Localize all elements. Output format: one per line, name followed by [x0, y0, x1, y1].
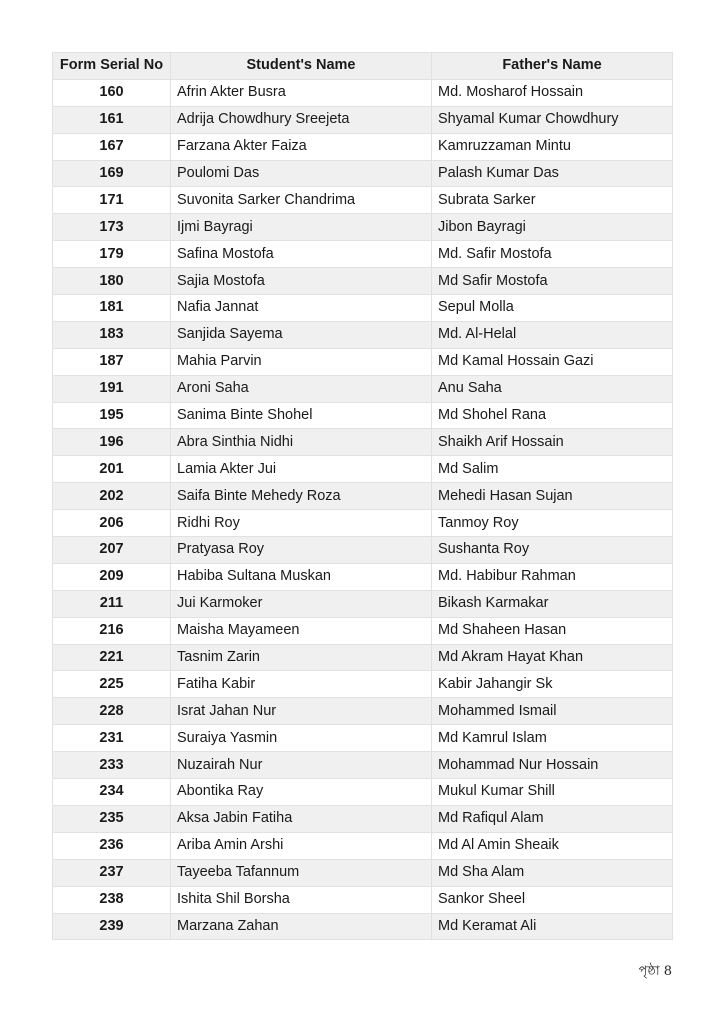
- student-name-cell: Ijmi Bayragi: [171, 214, 432, 241]
- student-name-cell: Nafia Jannat: [171, 295, 432, 322]
- form-serial-cell: 225: [53, 671, 171, 698]
- student-roster-table: [52, 52, 673, 940]
- table-row: [53, 187, 673, 214]
- form-serial-cell: 233: [53, 752, 171, 779]
- student-name-cell: Ariba Amin Arshi: [171, 832, 432, 859]
- father-name-cell: Md Akram Hayat Khan: [432, 644, 673, 671]
- form-serial-cell: 202: [53, 483, 171, 510]
- table-row: [53, 617, 673, 644]
- table-row: [53, 913, 673, 940]
- student-name-cell: Lamia Akter Jui: [171, 456, 432, 483]
- father-name-cell: Jibon Bayragi: [432, 214, 673, 241]
- form-serial-cell: 195: [53, 402, 171, 429]
- student-name-cell: Sanima Binte Shohel: [171, 402, 432, 429]
- table-row: [53, 79, 673, 106]
- form-serial-cell: 206: [53, 510, 171, 537]
- table-row: [53, 106, 673, 133]
- father-name-cell: Shaikh Arif Hossain: [432, 429, 673, 456]
- father-name-cell: Sankor Sheel: [432, 886, 673, 913]
- form-serial-cell: 173: [53, 214, 171, 241]
- table-row: [53, 725, 673, 752]
- form-serial-cell: 183: [53, 321, 171, 348]
- form-serial-cell: 221: [53, 644, 171, 671]
- page-number: পৃষ্ঠা 8: [638, 964, 672, 979]
- table-row: [53, 644, 673, 671]
- student-name-cell: Pratyasa Roy: [171, 537, 432, 564]
- father-name-cell: Md. Safir Mostofa: [432, 241, 673, 268]
- student-name-cell: Poulomi Das: [171, 160, 432, 187]
- student-name-cell: Aksa Jabin Fatiha: [171, 805, 432, 832]
- father-name-cell: Tanmoy Roy: [432, 510, 673, 537]
- student-name-cell: Abra Sinthia Nidhi: [171, 429, 432, 456]
- student-name-cell: Farzana Akter Faiza: [171, 133, 432, 160]
- table-row: [53, 133, 673, 160]
- father-name-cell: Md. Habibur Rahman: [432, 563, 673, 590]
- student-name-cell: Mahia Parvin: [171, 348, 432, 375]
- header-form-serial-no: Form Serial No: [53, 53, 171, 80]
- header-father-name: Father's Name: [432, 53, 673, 80]
- form-serial-cell: 239: [53, 913, 171, 940]
- student-name-cell: Maisha Mayameen: [171, 617, 432, 644]
- form-serial-cell: 234: [53, 779, 171, 806]
- father-name-cell: Mohammed Ismail: [432, 698, 673, 725]
- table-header-row: [53, 53, 673, 80]
- form-serial-cell: 201: [53, 456, 171, 483]
- table-row: [53, 295, 673, 322]
- form-serial-cell: 207: [53, 537, 171, 564]
- table-row: [53, 375, 673, 402]
- table-row: [53, 241, 673, 268]
- father-name-cell: Shyamal Kumar Chowdhury: [432, 106, 673, 133]
- form-serial-cell: 231: [53, 725, 171, 752]
- form-serial-cell: 180: [53, 268, 171, 295]
- table-row: [53, 563, 673, 590]
- table-row: [53, 779, 673, 806]
- form-serial-cell: 169: [53, 160, 171, 187]
- form-serial-cell: 228: [53, 698, 171, 725]
- father-name-cell: Md Al Amin Sheaik: [432, 832, 673, 859]
- table-body: [53, 79, 673, 940]
- father-name-cell: Md. Al-Helal: [432, 321, 673, 348]
- father-name-cell: Md Safir Mostofa: [432, 268, 673, 295]
- father-name-cell: Mukul Kumar Shill: [432, 779, 673, 806]
- table-row: [53, 402, 673, 429]
- form-serial-cell: 187: [53, 348, 171, 375]
- student-name-cell: Safina Mostofa: [171, 241, 432, 268]
- form-serial-cell: 167: [53, 133, 171, 160]
- table-row: [53, 214, 673, 241]
- student-name-cell: Tasnim Zarin: [171, 644, 432, 671]
- student-name-cell: Sanjida Sayema: [171, 321, 432, 348]
- table-row: [53, 537, 673, 564]
- father-name-cell: Palash Kumar Das: [432, 160, 673, 187]
- father-name-cell: Mehedi Hasan Sujan: [432, 483, 673, 510]
- table-row: [53, 859, 673, 886]
- table-row: [53, 698, 673, 725]
- father-name-cell: Md Shohel Rana: [432, 402, 673, 429]
- table-row: [53, 321, 673, 348]
- form-serial-cell: 209: [53, 563, 171, 590]
- form-serial-cell: 181: [53, 295, 171, 322]
- table-row: [53, 510, 673, 537]
- father-name-cell: Sepul Molla: [432, 295, 673, 322]
- father-name-cell: Md. Mosharof Hossain: [432, 79, 673, 106]
- form-serial-cell: 236: [53, 832, 171, 859]
- student-name-cell: Tayeeba Tafannum: [171, 859, 432, 886]
- father-name-cell: Mohammad Nur Hossain: [432, 752, 673, 779]
- father-name-cell: Md Kamrul Islam: [432, 725, 673, 752]
- form-serial-cell: 196: [53, 429, 171, 456]
- table-row: [53, 456, 673, 483]
- form-serial-cell: 237: [53, 859, 171, 886]
- student-name-cell: Abontika Ray: [171, 779, 432, 806]
- form-serial-cell: 179: [53, 241, 171, 268]
- student-name-cell: Suraiya Yasmin: [171, 725, 432, 752]
- form-serial-cell: 235: [53, 805, 171, 832]
- form-serial-cell: 238: [53, 886, 171, 913]
- father-name-cell: Md Keramat Ali: [432, 913, 673, 940]
- student-name-cell: Marzana Zahan: [171, 913, 432, 940]
- table-row: [53, 483, 673, 510]
- table-row: [53, 805, 673, 832]
- father-name-cell: Kamruzzaman Mintu: [432, 133, 673, 160]
- student-name-cell: Sajia Mostofa: [171, 268, 432, 295]
- father-name-cell: Md Sha Alam: [432, 859, 673, 886]
- father-name-cell: Md Rafiqul Alam: [432, 805, 673, 832]
- student-name-cell: Nuzairah Nur: [171, 752, 432, 779]
- student-name-cell: Jui Karmoker: [171, 590, 432, 617]
- student-name-cell: Ridhi Roy: [171, 510, 432, 537]
- table-row: [53, 752, 673, 779]
- father-name-cell: Subrata Sarker: [432, 187, 673, 214]
- form-serial-cell: 161: [53, 106, 171, 133]
- table-row: [53, 348, 673, 375]
- header-student-name: Student's Name: [171, 53, 432, 80]
- form-serial-cell: 171: [53, 187, 171, 214]
- student-name-cell: Israt Jahan Nur: [171, 698, 432, 725]
- table-row: [53, 671, 673, 698]
- father-name-cell: Sushanta Roy: [432, 537, 673, 564]
- father-name-cell: Md Kamal Hossain Gazi: [432, 348, 673, 375]
- form-serial-cell: 191: [53, 375, 171, 402]
- form-serial-cell: 211: [53, 590, 171, 617]
- table-row: [53, 429, 673, 456]
- table-row: [53, 268, 673, 295]
- student-name-cell: Saifa Binte Mehedy Roza: [171, 483, 432, 510]
- table-row: [53, 886, 673, 913]
- student-name-cell: Adrija Chowdhury Sreejeta: [171, 106, 432, 133]
- student-name-cell: Afrin Akter Busra: [171, 79, 432, 106]
- student-name-cell: Habiba Sultana Muskan: [171, 563, 432, 590]
- student-name-cell: Ishita Shil Borsha: [171, 886, 432, 913]
- form-serial-cell: 216: [53, 617, 171, 644]
- table-row: [53, 160, 673, 187]
- student-name-cell: Suvonita Sarker Chandrima: [171, 187, 432, 214]
- father-name-cell: Md Shaheen Hasan: [432, 617, 673, 644]
- table-row: [53, 590, 673, 617]
- student-name-cell: Aroni Saha: [171, 375, 432, 402]
- student-name-cell: Fatiha Kabir: [171, 671, 432, 698]
- father-name-cell: Md Salim: [432, 456, 673, 483]
- table-row: [53, 832, 673, 859]
- father-name-cell: Bikash Karmakar: [432, 590, 673, 617]
- father-name-cell: Anu Saha: [432, 375, 673, 402]
- form-serial-cell: 160: [53, 79, 171, 106]
- father-name-cell: Kabir Jahangir Sk: [432, 671, 673, 698]
